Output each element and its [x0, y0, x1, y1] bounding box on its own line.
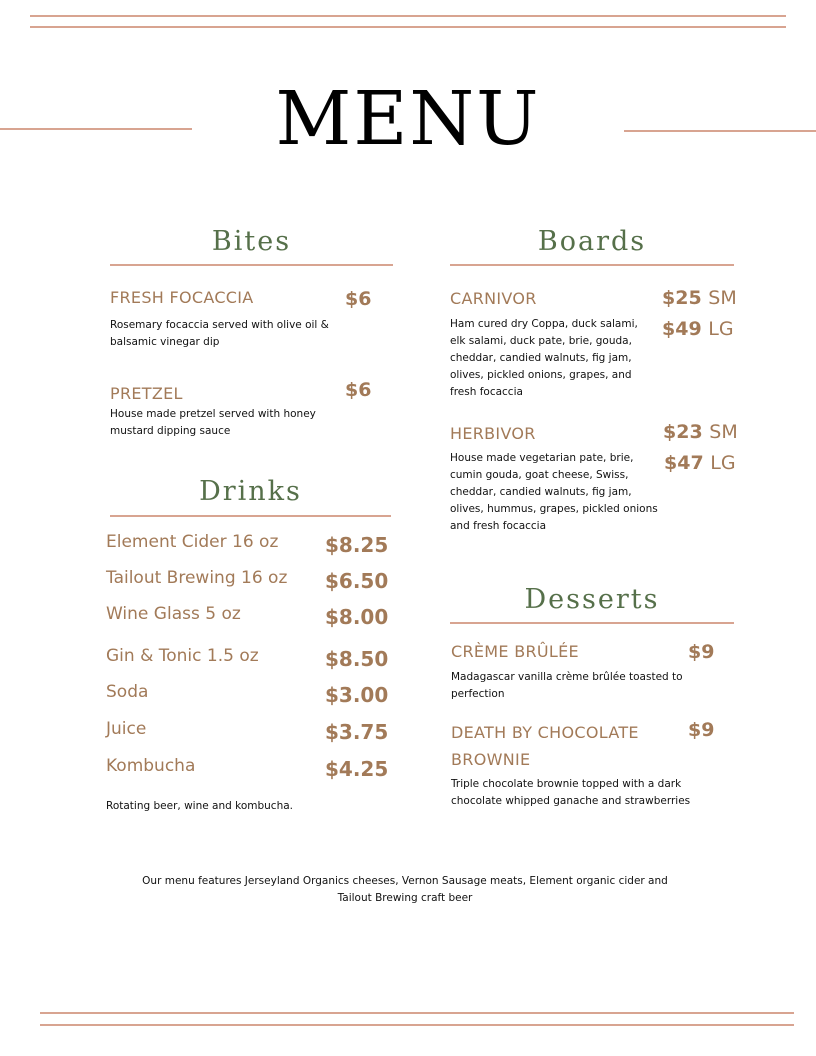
- bottom-rule-1: [40, 1012, 794, 1014]
- drink-name: Kombucha: [106, 756, 196, 776]
- board-size-label: LG: [708, 318, 734, 340]
- top-rule-2: [30, 26, 786, 28]
- desserts-heading: Desserts: [524, 584, 660, 615]
- desserts-rule: [450, 622, 734, 624]
- desserts-item-desc: Triple chocolate brownie topped with a dark chocolate whipped ganache and strawberries: [451, 778, 691, 807]
- drink-price: $4.25: [325, 757, 389, 781]
- board-price-sm: [663, 423, 738, 442]
- bites-item-price: $6: [345, 288, 372, 310]
- footer-note: Our menu features Jerseyland Organics cheeses, Vernon Sausage meats, Element organic cider and Tailout Brewing craft beer: [142, 875, 668, 904]
- drink-name: Wine Glass 5 oz: [106, 604, 241, 624]
- drinks-note: Rotating beer, wine and kombucha.: [106, 800, 293, 812]
- desserts-item-price: $9: [688, 719, 715, 741]
- desserts-item-name-line2: BROWNIE: [451, 750, 531, 769]
- drink-price: $8.50: [325, 647, 389, 671]
- board-price-lg: [662, 320, 734, 339]
- board-size-label: SM: [709, 421, 738, 443]
- drink-price: $8.00: [325, 605, 389, 629]
- boards-item-desc: House made vegetarian pate, brie, cumin gouda, goat cheese, Swiss, cheddar, candied walnuts, fig jam, olives, hummus, grapes, pickled onions and fresh focaccia: [450, 452, 658, 532]
- bites-heading: Bites: [211, 226, 292, 257]
- desserts-item-desc: Madagascar vanilla crème brûlée toasted to perfection: [451, 671, 683, 700]
- drink-name: Soda: [106, 682, 149, 702]
- boards-item-name: HERBIVOR: [450, 424, 536, 443]
- desserts-item-price: $9: [688, 641, 715, 663]
- desserts-item-name: CRÈME BRÛLÉE: [451, 642, 579, 661]
- drink-name: Element Cider 16 oz: [106, 532, 279, 552]
- drinks-rule: [110, 515, 391, 517]
- board-price-lg-value: $49: [662, 318, 702, 340]
- bites-rule: [110, 264, 393, 266]
- drink-price: $3.75: [325, 720, 389, 744]
- board-price-lg-value: $47: [664, 452, 704, 474]
- drink-price: $6.50: [325, 569, 389, 593]
- drink-name: Tailout Brewing 16 oz: [106, 568, 288, 588]
- boards-item-desc: Ham cured dry Coppa, duck salami, elk salami, duck pate, brie, gouda, cheddar, candied walnuts, fig jam, olives, pickled onions, grapes, and fresh focaccia: [450, 318, 638, 398]
- board-price-sm-value: $25: [662, 287, 702, 309]
- top-rule-1: [30, 15, 786, 17]
- board-price-sm: [662, 289, 737, 308]
- drink-name: Gin & Tonic 1.5 oz: [106, 646, 259, 666]
- desserts-item-name-line1: DEATH BY CHOCOLATE: [451, 723, 639, 742]
- boards-rule: [450, 264, 734, 266]
- drink-name: Juice: [106, 719, 147, 739]
- bites-item-desc: House made pretzel served with honey mustard dipping sauce: [110, 408, 316, 437]
- bites-item-desc: Rosemary focaccia served with olive oil & balsamic vinegar dip: [110, 319, 329, 348]
- boards-item-name: CARNIVOR: [450, 289, 537, 308]
- board-size-label: SM: [708, 287, 737, 309]
- bites-item-price: $6: [345, 379, 372, 401]
- bottom-rule-2: [40, 1024, 794, 1026]
- board-price-sm-value: $23: [663, 421, 703, 443]
- bites-item-name: PRETZEL: [110, 384, 183, 403]
- boards-heading: Boards: [537, 226, 647, 257]
- menu-title: MENU: [275, 76, 541, 162]
- bites-item-name: FRESH FOCACCIA: [110, 288, 254, 307]
- board-size-label: LG: [710, 452, 736, 474]
- drinks-heading: Drinks: [199, 476, 302, 507]
- board-price-lg: [664, 454, 736, 473]
- drink-price: $3.00: [325, 683, 389, 707]
- drink-price: $8.25: [325, 533, 389, 557]
